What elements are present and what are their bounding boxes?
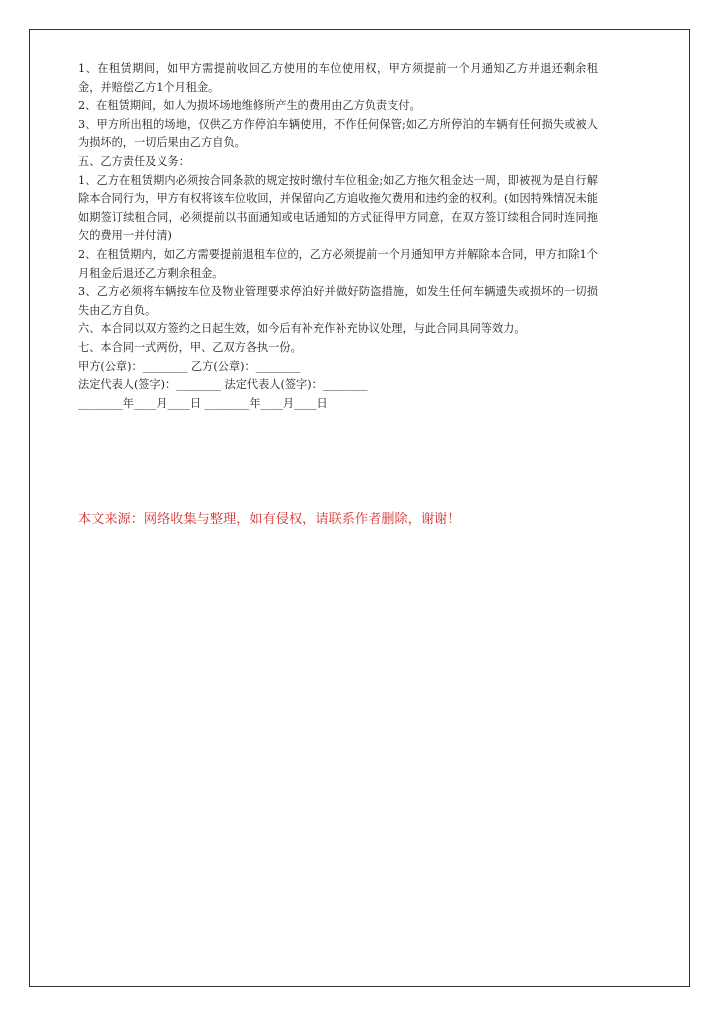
seal-line: 甲方(公章)：________ 乙方(公章)：________: [78, 359, 301, 373]
clause-line: 七、本合同一式两份，甲、乙双方各执一份。: [78, 340, 302, 354]
clause-line: 2、在租赁期内，如乙方需要提前退租车位的，乙方必须提前一个月通知甲方并解除本合同，甲方扣除1个月租金后退还乙方剩余租金。: [78, 247, 598, 280]
clause-line: 2、在租赁期间，如人为损坏场地维修所产生的费用由乙方负责支付。: [78, 99, 421, 113]
section-heading: 五、乙方责任及义务：: [78, 154, 190, 168]
source-notice: 本文来源：网络收集与整理，如有侵权，请联系作者删除，谢谢！: [78, 512, 461, 527]
clause-line: 六、本合同以双方签约之日起生效，如今后有补充作补充协议处理，与此合同具同等效力。: [78, 322, 526, 336]
clause-line: 1、乙方在租赁期内必须按合同条款的规定按时缴付车位租金;如乙方拖欠租金达一周，即被视为是自行解除本合同行为，甲方有权将该车位收回，并保留向乙方追收拖欠费用和违约金的权利。(如因特殊情况未能如期签订续租合同，必须提前以书面通知或电话通知的方式征得甲方同意，在双方签订续租合同时连同拖欠的费用一并付清): [78, 173, 598, 243]
clause-line: 3、甲方所出租的场地，仅供乙方作停泊车辆使用，不作任何保管;如乙方所停泊的车辆有任何损失或被人为损坏的，一切后果由乙方自负。: [78, 117, 598, 150]
date-line: ________年____月____日 ________年____月____日: [78, 396, 328, 410]
signature-line: 法定代表人(签字)：________ 法定代表人(签字)：________: [78, 378, 368, 392]
clause-line: 3、乙方必须将车辆按车位及物业管理要求停泊好并做好防盗措施，如发生任何车辆遗失或损坏的一切损失由乙方自负。: [78, 285, 598, 317]
contract-body: [78, 60, 598, 413]
clause-line: 1、在租赁期间，如甲方需提前收回乙方使用的车位使用权，甲方须提前一个月通知乙方并退还剩余租金，并赔偿乙方1个月租金。: [78, 62, 598, 94]
